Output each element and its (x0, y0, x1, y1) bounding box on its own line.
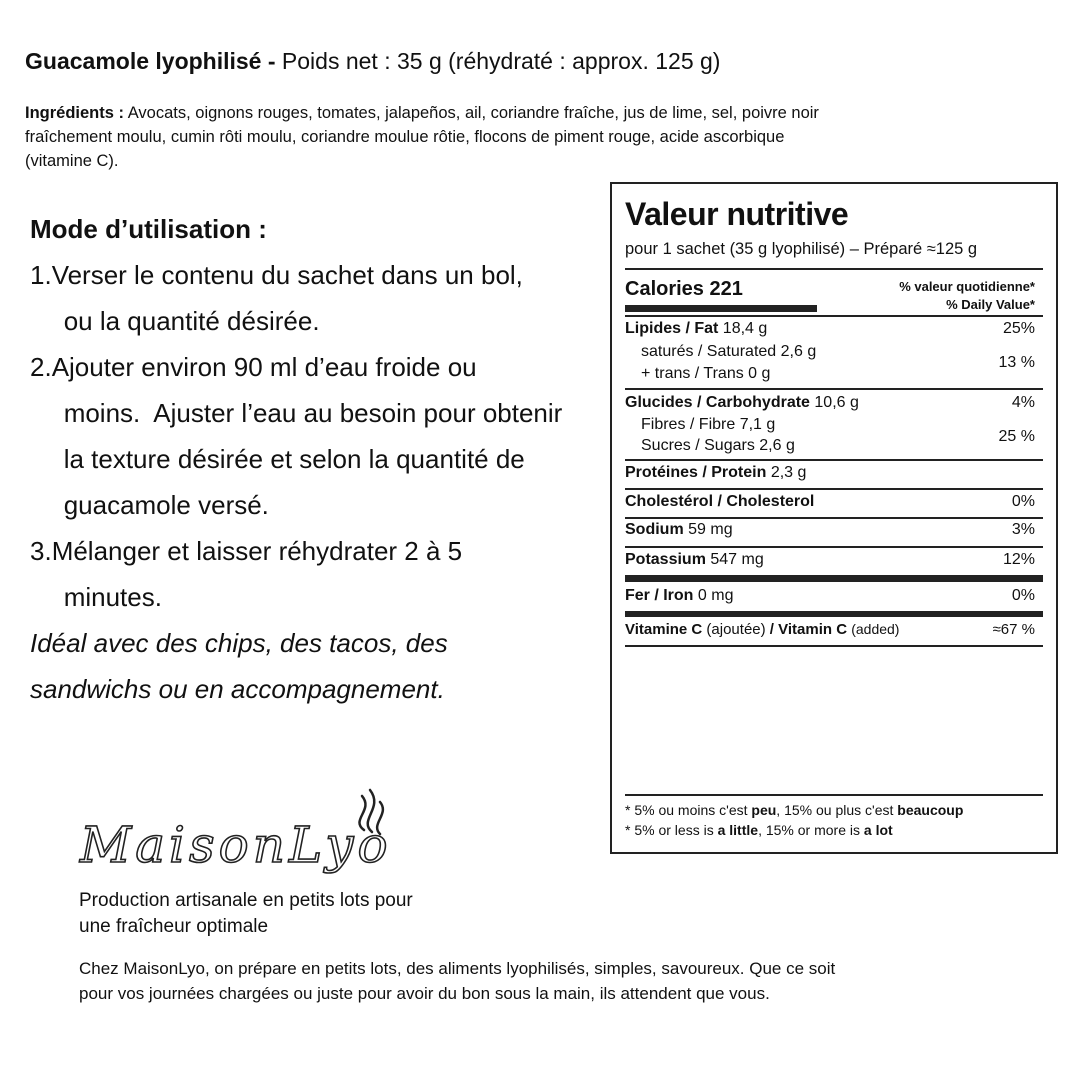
step-text: Mélanger et laisser réhydrater 2 à 5 (51, 536, 463, 566)
ingredients-line-1: Avocats, oignons rouges, tomates, jalapeños, ail, coriandre fraîche, jus de lime, sel, poivre noir (127, 104, 819, 122)
net-weight: Poids net : 35 g (réhydraté : approx. 125 g) (281, 48, 721, 74)
ingredients-block (25, 101, 1045, 173)
about-paragraph (79, 956, 1039, 1006)
sodium-row (625, 521, 1043, 539)
footnote-emphasis: beaucoup (897, 802, 964, 818)
tagline (79, 888, 539, 940)
instruction-step-3 (30, 528, 620, 620)
fat-amount: 18,4 g (722, 320, 768, 337)
iron-label: Fer / Iron (625, 587, 694, 604)
step-number: 1. (30, 260, 52, 290)
fibre-amount: 7,1 g (739, 416, 776, 433)
about-line-2: pour vos journées chargées ou juste pour avoir du bon sous la main, ils attendent que vous. (79, 984, 770, 1003)
instructions-heading: Mode d’utilisation : (30, 214, 267, 244)
thick-divider (625, 575, 1043, 582)
serving-size: pour 1 sachet (35 g lyophilisé) – Préparé ≈125 g (625, 240, 978, 258)
saturated-row (641, 343, 1043, 361)
step-text: Ajouter environ 90 ml d’eau froide ou (51, 352, 477, 382)
instructions-block (30, 206, 620, 712)
divider (625, 517, 1043, 519)
vitc-label-fr: Vitamine C (625, 621, 703, 638)
step-text: moins. Ajuster l’eau au besoin pour obtenir (63, 398, 563, 428)
step-number: 2. (30, 352, 52, 382)
tagline-line-2: une fraîcheur optimale (79, 916, 269, 937)
vitc-pct: ≈67 % (992, 621, 1035, 638)
protein-amount: 2,3 g (770, 464, 807, 481)
step-text: ou la quantité désirée. (63, 306, 320, 336)
step-text: la texture désirée et selon la quantité de (63, 444, 525, 474)
nutrition-facts-panel (610, 182, 1058, 854)
footnote-star: * (625, 822, 631, 838)
footnote-star: * (625, 802, 631, 818)
ingredients-line-3: (vitamine C). (25, 152, 119, 170)
fat-row (625, 320, 1043, 338)
tagline-line-1: Production artisanale en petits lots pour (79, 890, 413, 911)
thick-divider (625, 611, 1043, 617)
footnote-text: 5% ou moins c'est (634, 802, 748, 818)
potassium-row (625, 551, 1043, 569)
serving-suggestion-line-2: sandwichs ou en accompagnement. (30, 674, 445, 704)
about-line-1: Chez MaisonLyo, on prépare en petits lots, des aliments lyophilisés, simples, savoureux. Que ce soit (79, 959, 836, 978)
potassium-pct: 12% (1002, 551, 1035, 568)
fibre-sugar-pct: 25 % (998, 428, 1035, 445)
product-name: Guacamole lyophilisé - (25, 48, 276, 74)
divider (625, 488, 1043, 490)
footnote-fr (625, 802, 963, 818)
step-text: Verser le contenu du sachet dans un bol, (51, 260, 523, 290)
sugars-amount: 2,6 g (759, 437, 795, 454)
vitc-sep: / (769, 621, 774, 638)
vitc-note-fr: (ajoutée) (706, 621, 766, 638)
step-number: 3. (30, 536, 52, 566)
vitamin-c-row (625, 621, 1043, 638)
carb-row (625, 394, 1043, 412)
sugars-label: Sucres / Sugars (641, 437, 755, 454)
divider (625, 546, 1043, 548)
chol-label: Cholestérol / Cholesterol (625, 493, 815, 510)
maisonlyo-logo (78, 782, 423, 874)
vitc-label-en: Vitamin C (778, 621, 848, 638)
product-title (25, 48, 720, 75)
footnote-text: , 15% ou plus c'est (776, 802, 894, 818)
calories-label: Calories 221 (625, 278, 743, 300)
carb-amount: 10,6 g (814, 394, 859, 411)
divider (625, 315, 1043, 317)
carb-label: Glucides / Carbohydrate (625, 394, 810, 411)
divider (625, 794, 1043, 796)
daily-value-header (899, 278, 1035, 314)
sat-trans-pct: 13 % (998, 354, 1035, 371)
iron-amount: 0 mg (697, 587, 734, 604)
protein-row (625, 464, 1043, 482)
footnote-text: , 15% or more is (758, 822, 860, 838)
step-text: minutes. (63, 582, 162, 612)
potassium-amount: 547 mg (710, 551, 764, 568)
trans-row (641, 365, 1043, 383)
ingredients-line-2: fraîchement moulu, cumin rôti moulu, coriandre moulue rôtie, flocons de piment rouge, acide ascorbique (25, 128, 785, 146)
iron-pct: 0% (1011, 587, 1035, 604)
fibre-row (641, 416, 1043, 434)
footnote-emphasis: peu (751, 802, 777, 818)
serving-suggestion-line-1: Idéal avec des chips, des tacos, des (30, 628, 448, 658)
instruction-step-1 (30, 252, 620, 344)
sugars-row (641, 437, 1043, 455)
potassium-label: Potassium (625, 551, 706, 568)
sat-label: saturés / Saturated (641, 343, 777, 360)
footnote-en (625, 822, 893, 838)
fat-pct: 25% (1002, 320, 1035, 337)
trans-amount: 0 g (748, 365, 771, 382)
step-text: guacamole versé. (63, 490, 269, 520)
carb-pct: 4% (1011, 394, 1035, 411)
trans-label: + trans / Trans (641, 365, 744, 382)
sodium-amount: 59 mg (688, 521, 733, 538)
footnote-emphasis: a little (717, 822, 759, 838)
chol-pct: 0% (1011, 493, 1035, 510)
instruction-step-2 (30, 344, 620, 528)
sodium-label: Sodium (625, 521, 684, 538)
footnote-text: 5% or less is (634, 822, 714, 838)
logo-wordmark: MaisonLyo (80, 816, 392, 874)
divider (625, 388, 1043, 390)
dv-header-en: % Daily Value* (946, 297, 1035, 312)
serving-suggestion (30, 620, 620, 712)
sat-amount: 2,6 g (780, 343, 817, 360)
divider (625, 645, 1043, 647)
nutrition-title: Valeur nutritive (625, 196, 849, 232)
sodium-pct: 3% (1011, 521, 1035, 538)
footnote-emphasis: a lot (863, 822, 893, 838)
dv-header-fr: % valeur quotidienne* (899, 279, 1035, 294)
iron-row (625, 587, 1043, 605)
cholesterol-row (625, 493, 1043, 511)
fat-label: Lipides / Fat (625, 320, 719, 337)
fibre-label: Fibres / Fibre (641, 416, 736, 433)
ingredients-label: Ingrédients : (25, 104, 125, 122)
vitc-note-en: (added) (851, 621, 900, 637)
divider (625, 268, 1043, 270)
protein-label: Protéines / Protein (625, 464, 767, 481)
divider (625, 459, 1043, 461)
calories-bar (625, 305, 817, 312)
